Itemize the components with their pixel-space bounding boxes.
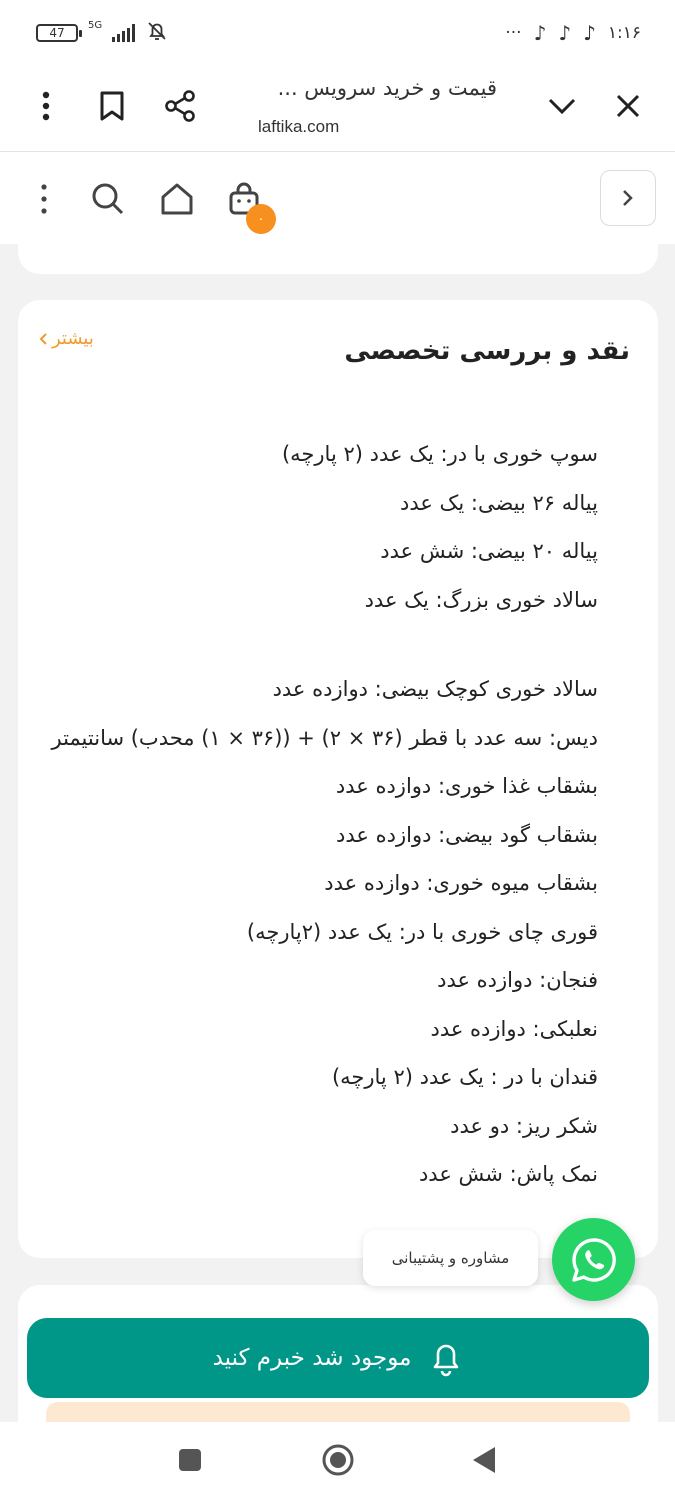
bookmark-icon[interactable] xyxy=(92,86,132,126)
review-line: شکر ریز: دو عدد xyxy=(450,1113,598,1138)
review-line: دیس: سه عدد با قطر (۳۶ × ۲) + ((۳۶ × ۱) محدب) سانتیمتر xyxy=(51,725,598,750)
back-nav-button[interactable] xyxy=(466,1442,502,1478)
close-icon[interactable] xyxy=(608,86,648,126)
menu-dots-icon[interactable] xyxy=(26,86,66,126)
browser-bar xyxy=(0,66,675,152)
review-line: بشقاب غذا خوری: دوازده عدد xyxy=(335,774,598,798)
page-title: قیمت و خرید سرویس ... xyxy=(277,76,497,100)
review-line: پیاله ۲۰ بیضی: شش عدد xyxy=(380,539,598,563)
chevron-right-icon xyxy=(622,189,634,207)
tiktok-icon: ♪ xyxy=(583,21,596,45)
review-card xyxy=(18,300,658,1258)
battery-level: 47 xyxy=(49,26,65,40)
status-right xyxy=(505,21,641,45)
more-dots: ··· xyxy=(505,23,522,43)
review-line: بشقاب میوه خوری: دوازده عدد xyxy=(324,871,598,895)
chevron-left-icon xyxy=(38,332,48,346)
more-label: بیشتر xyxy=(52,328,94,349)
site-header xyxy=(0,152,675,244)
status-bar xyxy=(0,0,675,66)
clock: ۱:۱۶ xyxy=(607,23,641,43)
whatsapp-button[interactable] xyxy=(552,1218,635,1301)
muted-bell-icon xyxy=(145,19,169,47)
review-line xyxy=(18,624,598,665)
notify-when-available-button[interactable] xyxy=(27,1318,649,1398)
home-button[interactable] xyxy=(320,1442,356,1478)
notice-strip xyxy=(46,1402,630,1422)
support-label[interactable]: مشاوره و پشتیبانی xyxy=(363,1230,538,1286)
more-link[interactable] xyxy=(38,328,94,349)
home-icon[interactable] xyxy=(155,177,199,221)
recents-button[interactable] xyxy=(172,1442,208,1478)
review-line: پیاله ۲۶ بیضی: یک عدد xyxy=(399,490,598,515)
back-button[interactable] xyxy=(600,170,656,226)
status-left xyxy=(36,19,169,47)
previous-card xyxy=(18,244,658,274)
tiktok-icon: ♪ xyxy=(533,21,547,45)
bell-icon xyxy=(429,1339,463,1377)
review-line: نمک پاش: شش عدد xyxy=(418,1162,598,1186)
review-line: قندان با در : یک عدد (۲ پارچه) xyxy=(331,1065,598,1089)
review-line: سالاد خوری کوچک بیضی: دوازده عدد xyxy=(272,677,598,701)
review-line: فنجان: دوازده عدد xyxy=(437,968,598,992)
network-type: 5G xyxy=(88,19,103,31)
share-icon[interactable] xyxy=(160,86,200,126)
review-line: سوپ خوری با در: یک عدد (۲ پارچه) xyxy=(281,442,598,466)
review-line: سالاد خوری بزرگ: یک عدد xyxy=(364,587,598,612)
section-title: نقد و بررسی تخصصی xyxy=(344,336,630,366)
review-line: قوری چای خوری با در: یک عدد (۲پارچه) xyxy=(246,919,598,944)
chevron-down-icon[interactable] xyxy=(542,86,582,126)
battery-icon xyxy=(36,24,78,42)
whatsapp-icon xyxy=(568,1234,620,1286)
page-url[interactable]: laftika.com xyxy=(258,117,340,136)
tiktok-icon: ♪ xyxy=(558,21,572,45)
review-body xyxy=(18,430,598,1199)
review-line: نعلبکی: دوازده عدد xyxy=(430,1016,598,1041)
notify-label: موجود شد خبرم کنید xyxy=(212,1345,412,1371)
search-icon[interactable] xyxy=(86,177,130,221)
signal-icon xyxy=(112,24,135,42)
menu-dots-icon[interactable] xyxy=(22,177,66,221)
cart-badge: ۰ xyxy=(246,204,276,234)
review-line: بشقاب گود بیضی: دوازده عدد xyxy=(336,822,598,847)
system-nav-bar xyxy=(0,1422,675,1500)
